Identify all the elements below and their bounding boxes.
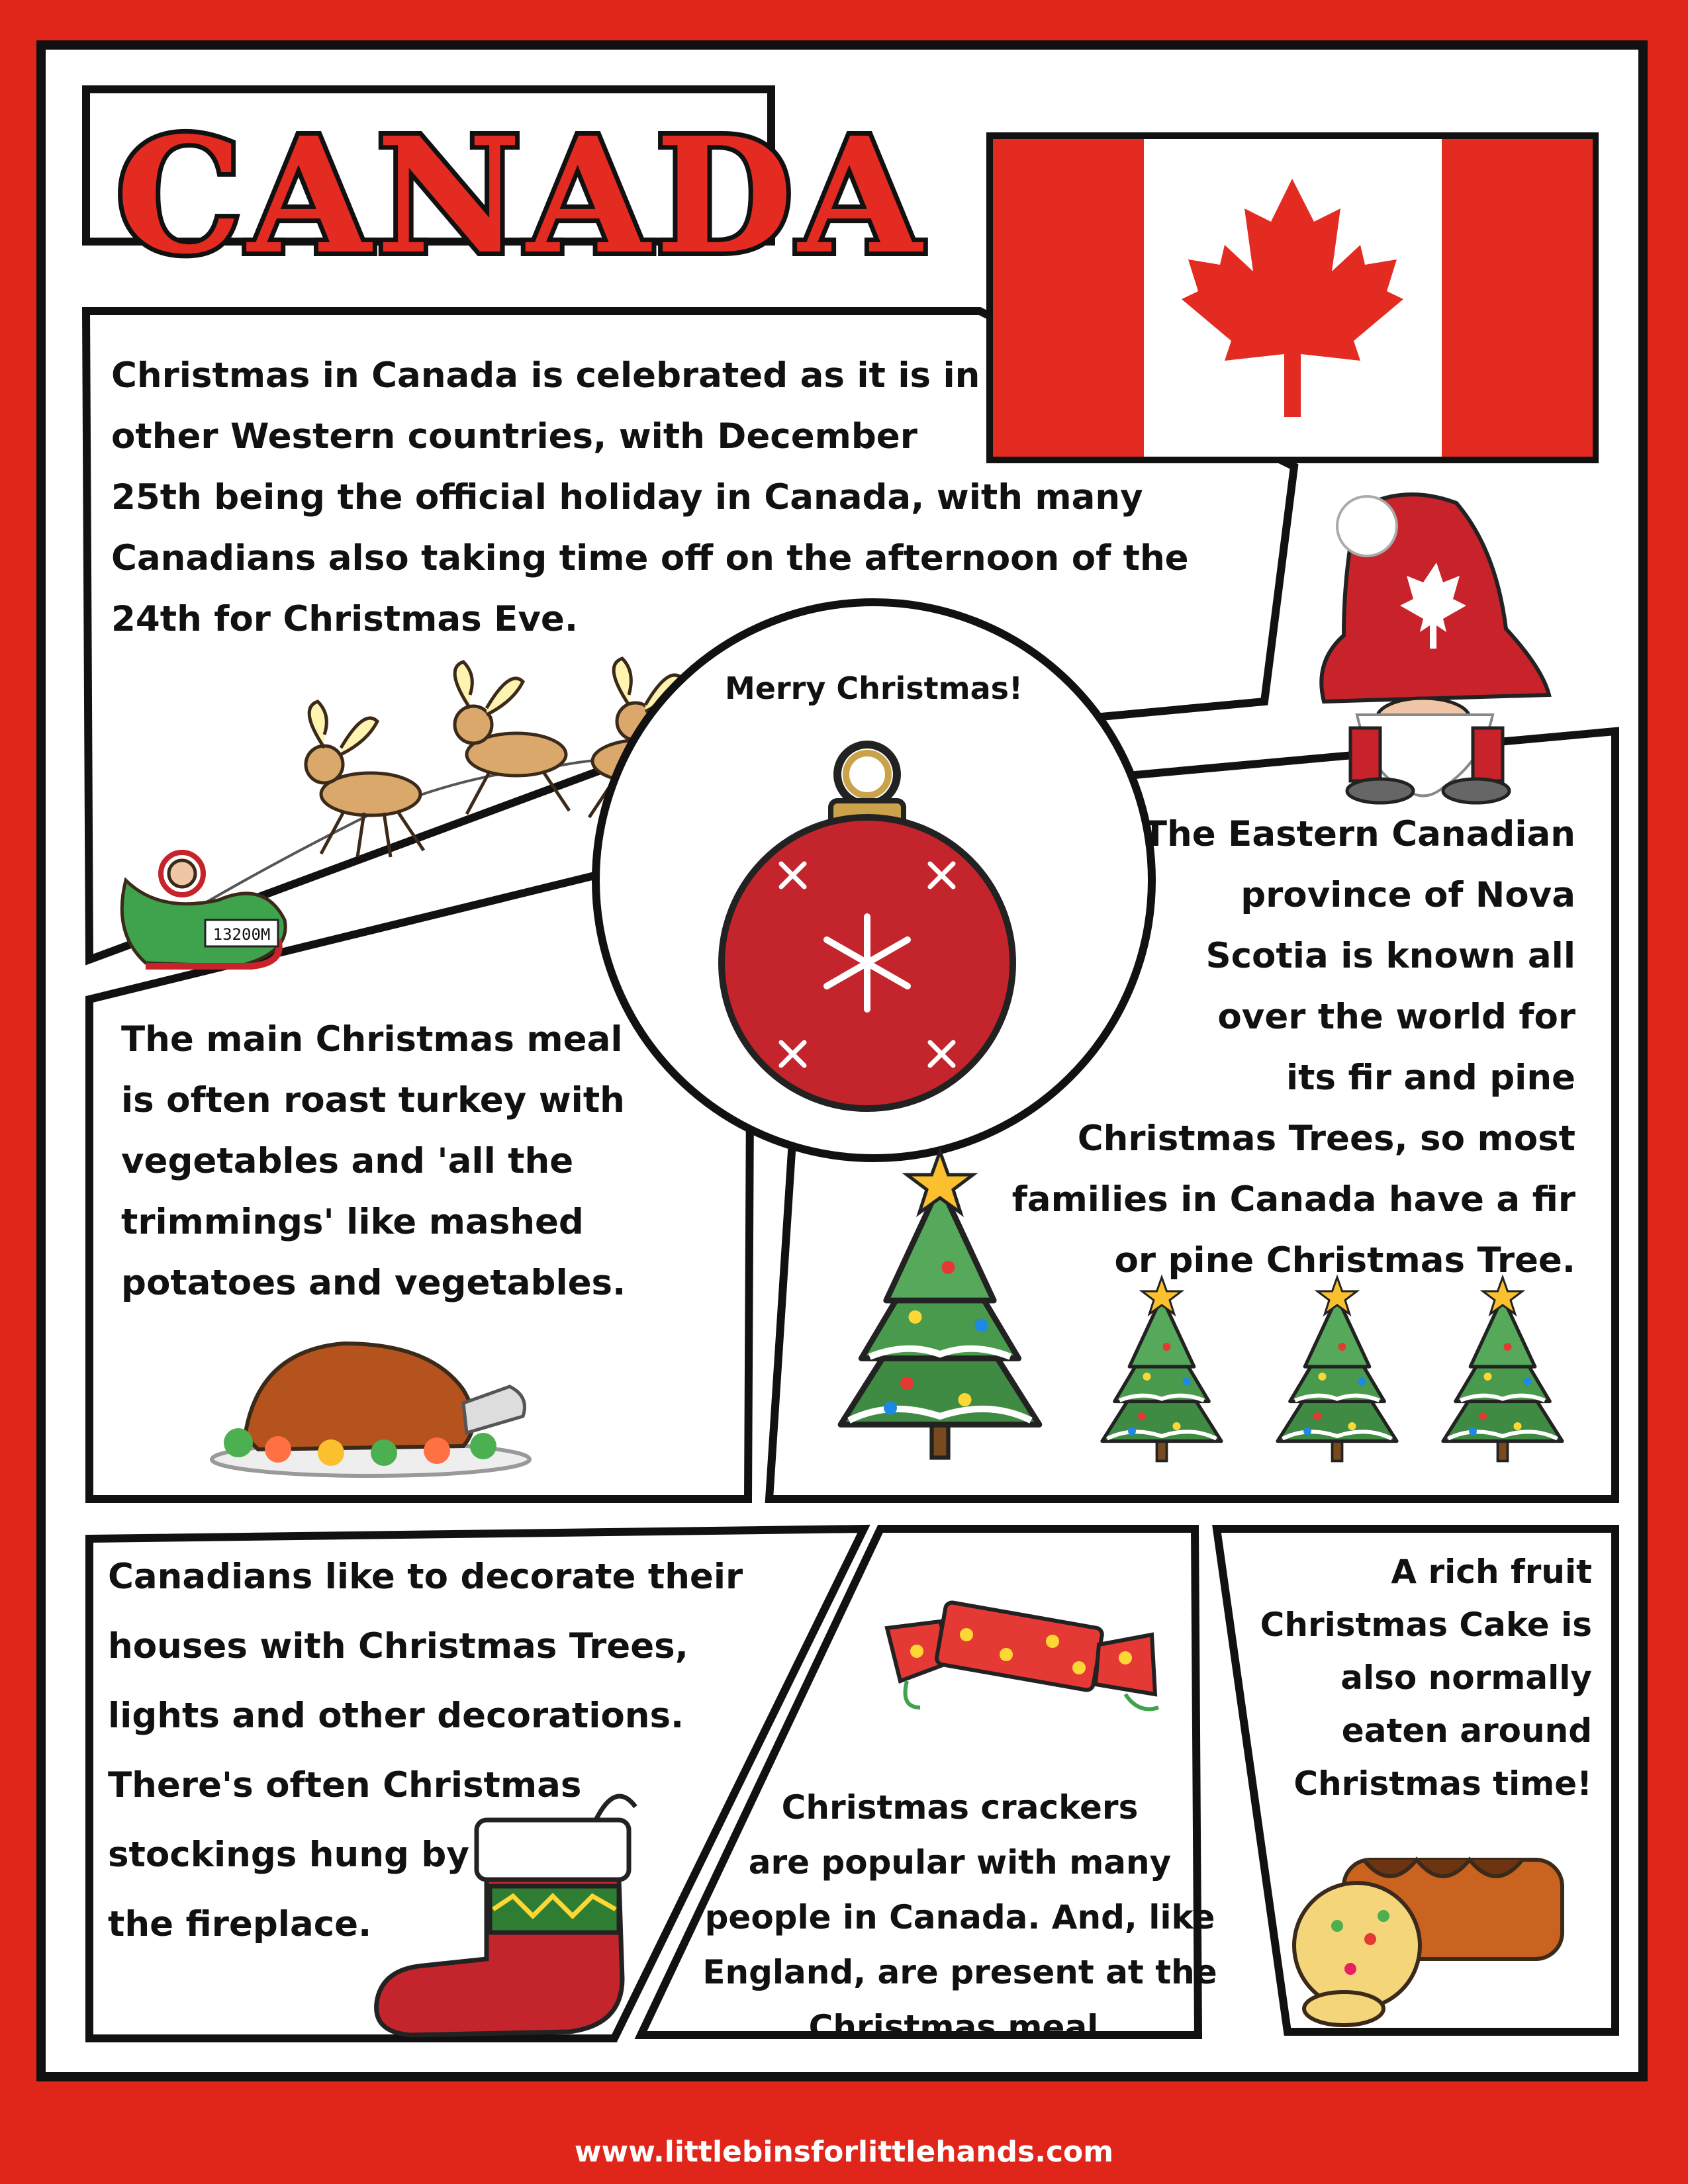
page-title-text: CANADA xyxy=(116,106,927,285)
cake-text xyxy=(1260,1545,1592,1810)
text-line: potatoes and vegetables. xyxy=(121,1263,626,1303)
text-line: Christmas Cake is xyxy=(1260,1606,1592,1644)
text-line: 24th for Christmas Eve. xyxy=(111,599,578,639)
text-line: The Eastern Canadian xyxy=(1143,814,1575,854)
sleigh-plate-text: 13200M xyxy=(212,925,271,944)
text-line: over the world for xyxy=(1217,997,1575,1037)
text-line: its fir and pine xyxy=(1286,1058,1575,1098)
text-line: or pine Christmas Tree. xyxy=(1114,1240,1575,1281)
text-line: trimmings' like mashed xyxy=(121,1202,584,1242)
text-line: The main Christmas meal xyxy=(121,1019,623,1060)
intro-text xyxy=(111,345,1189,650)
text-line: is often roast turkey with xyxy=(121,1080,625,1120)
text-line: Christmas Trees, so most xyxy=(1077,1118,1575,1159)
text-line: families in Canada have a fir xyxy=(1011,1179,1575,1220)
page-title xyxy=(109,106,970,285)
text-line: houses with Christmas Trees, xyxy=(108,1626,688,1666)
text-line: also normally xyxy=(1340,1659,1592,1697)
ornament-label: Merry Christmas! xyxy=(724,670,1023,706)
text-line: A rich fruit xyxy=(1391,1553,1592,1591)
decorate-text xyxy=(108,1542,743,1959)
text-line: Christmas crackers xyxy=(781,1788,1139,1827)
crackers-text xyxy=(695,1780,1225,2055)
text-line: vegetables and 'all the xyxy=(121,1141,574,1181)
text-line: are popular with many xyxy=(748,1843,1172,1882)
text-line: Christmas in Canada is celebrated as it is in xyxy=(111,355,980,396)
text-line: Canadians like to decorate their xyxy=(108,1557,743,1597)
text-line: the fireplace. xyxy=(108,1904,372,1944)
text-line: lights and other decorations. xyxy=(108,1696,684,1736)
footer-url[interactable]: www.littlebinsforlittlehands.com xyxy=(574,2135,1114,2169)
text-line: There's often Christmas xyxy=(108,1765,582,1805)
text-line: eaten around xyxy=(1341,1711,1592,1750)
text-line: England, are present at the xyxy=(702,1953,1217,1991)
nova-scotia-text xyxy=(1012,804,1575,1291)
text-line: 25th being the official holiday in Canada, with many xyxy=(111,477,1143,518)
text-line: people in Canada. And, like xyxy=(704,1898,1215,1936)
text-line: Christmas time! xyxy=(1293,1764,1592,1803)
text-line: stockings hung by xyxy=(108,1835,469,1875)
meal-text xyxy=(121,1009,626,1314)
text-line: other Western countries, with December xyxy=(111,416,917,457)
text-line: Christmas meal. xyxy=(808,2008,1111,2046)
text-line: Canadians also taking time off on the afternoon of the xyxy=(111,538,1189,578)
text-line: province of Nova xyxy=(1241,875,1575,915)
text-line: Scotia is known all xyxy=(1205,936,1575,976)
